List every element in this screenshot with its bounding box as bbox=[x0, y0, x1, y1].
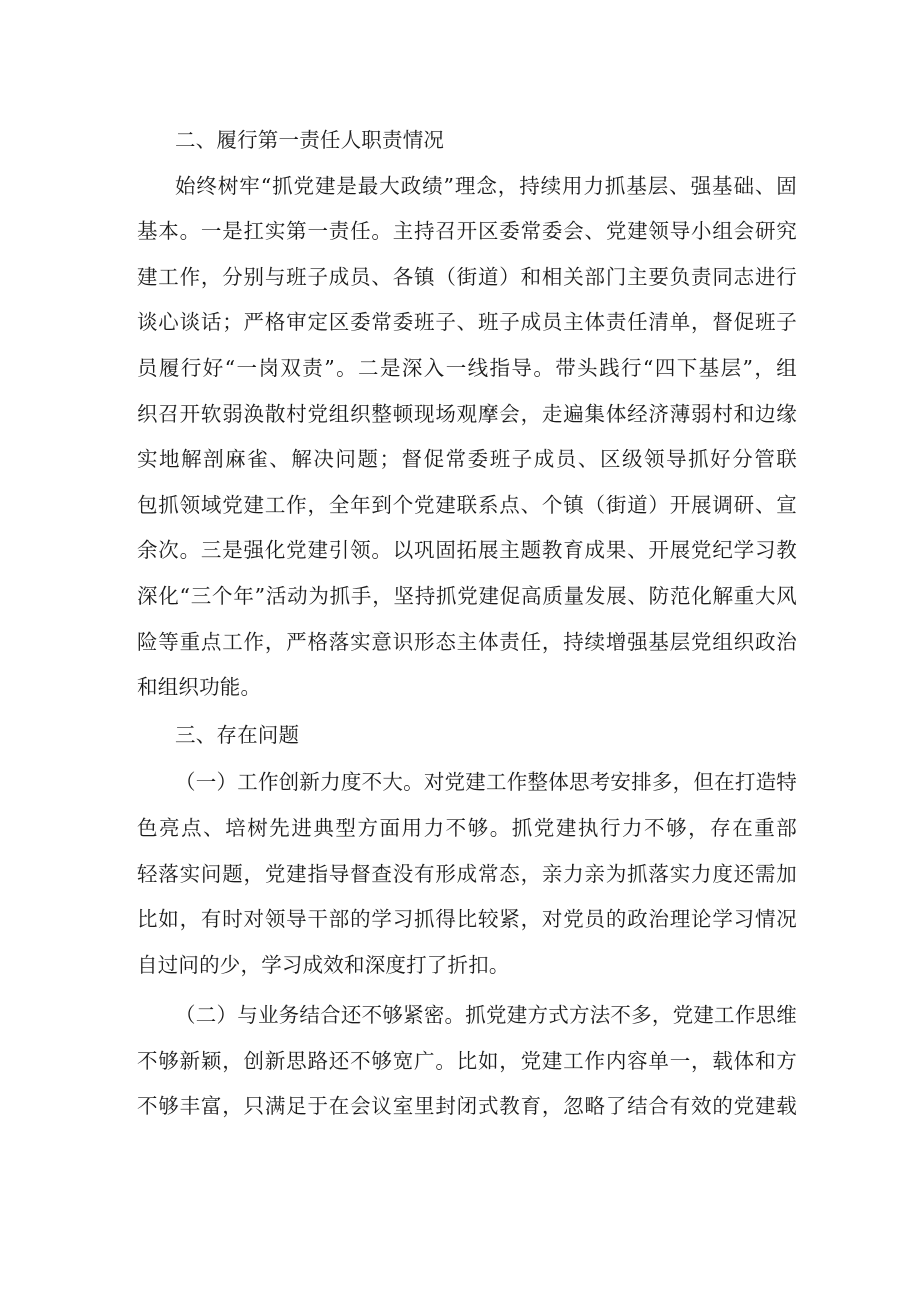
paragraph-line: （一）工作创新力度不大。对党建工作整体思考安排多，但在打造特 bbox=[175, 770, 797, 795]
paragraph-line: 不够新颖，创新思路还不够宽广。比如，党建工作内容单一，载体和方 bbox=[137, 1048, 797, 1073]
paragraph-line: 余次。三是强化党建引领。以巩固拓展主题教育成果、开展党纪学习教 bbox=[137, 538, 797, 563]
paragraph-line: 险等重点工作，严格落实意识形态主体责任，持续增强基层党组织政治 bbox=[137, 629, 797, 654]
paragraph-problem-2 bbox=[137, 993, 797, 1130]
paragraph-responsibility bbox=[137, 164, 797, 711]
paragraph-line: 始终树牢“抓党建是最大政绩”理念，持续用力抓基层、强基础、固 bbox=[175, 173, 797, 198]
paragraph-line: 不够丰富，只满足于在会议室里封闭式教育，忽略了结合有效的党建载 bbox=[137, 1094, 797, 1119]
paragraph-line: 实地解剖麻雀、解决问题；督促常委班子成员、区级领导抓好分管联 bbox=[137, 447, 797, 472]
section-heading-responsibility: 二、履行第一责任人职责情况 bbox=[175, 128, 445, 152]
paragraph-line: 自过问的少，学习成效和深度打了折扣。 bbox=[137, 952, 510, 977]
paragraph-problem-1 bbox=[137, 760, 797, 988]
paragraph-line: 色亮点、培树先进典型方面用力不够。抓党建执行力不够，存在重部 bbox=[137, 815, 797, 840]
paragraph-line: 比如，有时对领导干部的学习抓得比较紧，对党员的政治理论学习情况 bbox=[137, 907, 797, 932]
paragraph-line: 员履行好“一岗双责”。二是深入一线指导。带头践行“四下基层”，组 bbox=[137, 355, 797, 380]
document-body bbox=[137, 118, 797, 1130]
paragraph-line: 建工作，分别与班子成员、各镇（街道）和相关部门主要负责同志进行 bbox=[137, 264, 797, 289]
paragraph-line: 包抓领域党建工作，全年到个党建联系点、个镇（街道）开展调研、宣 bbox=[137, 492, 797, 517]
paragraph-line: 轻落实问题，党建指导督查没有形成常态，亲力亲为抓落实力度还需加 bbox=[137, 861, 797, 886]
paragraph-line: 谈心谈话；严格审定区委常委班子、班子成员主体责任清单，督促班子 bbox=[137, 310, 797, 335]
paragraph-line: 深化“三个年”活动为抓手，坚持抓党建促高质量发展、防范化解重大风 bbox=[137, 583, 797, 608]
paragraph-line: 和组织功能。 bbox=[137, 675, 262, 700]
paragraph-line: （二）与业务结合还不够紧密。抓党建方式方法不多，党建工作思维 bbox=[175, 1003, 797, 1028]
paragraph-line: 织召开软弱涣散村党组织整顿现场观摩会，走遍集体经济薄弱村和边缘 bbox=[137, 401, 797, 426]
paragraph-line: 基本。一是扛实第一责任。主持召开区委常委会、党建领导小组会研究 bbox=[137, 219, 797, 244]
section-heading-problems: 三、存在问题 bbox=[175, 722, 300, 747]
